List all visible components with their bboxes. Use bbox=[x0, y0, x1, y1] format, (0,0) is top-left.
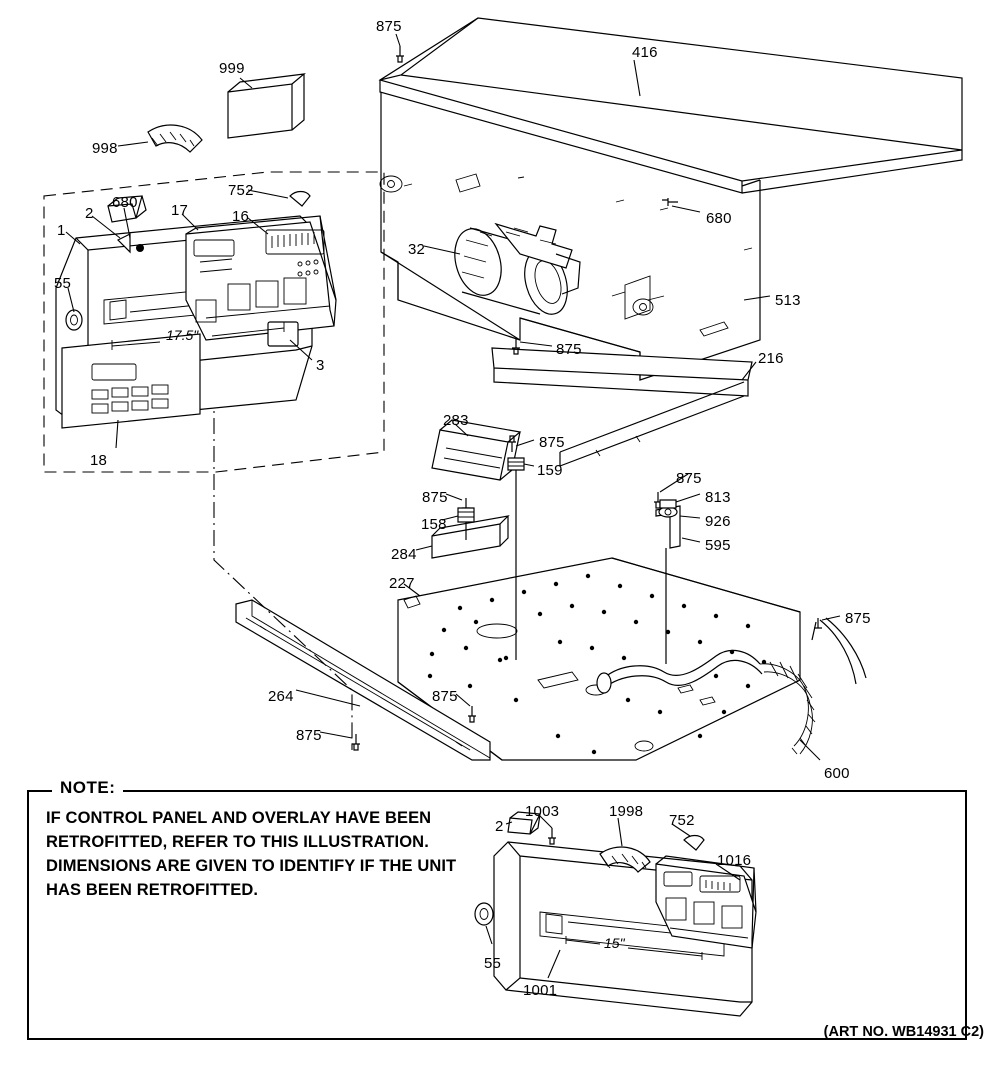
part-998-strap bbox=[148, 125, 202, 152]
callout-680-left: 680 bbox=[112, 194, 138, 211]
callout-875-f: 875 bbox=[845, 610, 871, 627]
callout-875-e: 875 bbox=[422, 489, 448, 506]
callout-32: 32 bbox=[408, 241, 426, 258]
part-416-top-panel bbox=[380, 18, 962, 193]
callout-595: 595 bbox=[705, 537, 731, 554]
callout-159: 159 bbox=[537, 462, 563, 479]
part-16-17-control-board bbox=[186, 216, 336, 346]
callout-3: 3 bbox=[316, 357, 325, 374]
callout-1016: 1016 bbox=[717, 852, 752, 869]
callout-875-d: 875 bbox=[676, 470, 702, 487]
callout-752-b: 752 bbox=[669, 812, 695, 829]
callout-999: 999 bbox=[219, 60, 245, 77]
callout-1003: 1003 bbox=[525, 803, 560, 820]
callout-680-right: 680 bbox=[706, 210, 732, 227]
callout-875-b: 875 bbox=[556, 341, 582, 358]
art-number: (ART NO. WB14931 C2) bbox=[823, 1024, 984, 1040]
callout-875: 875 bbox=[376, 18, 402, 35]
callout-416: 416 bbox=[632, 44, 658, 61]
callout-1: 1 bbox=[57, 222, 66, 239]
part-216-rail bbox=[492, 348, 752, 466]
callout-998: 998 bbox=[92, 140, 118, 157]
dim-17-5-label: 17.5" bbox=[166, 327, 199, 343]
callout-1998: 1998 bbox=[609, 803, 644, 820]
note-body: IF CONTROL PANEL AND OVERLAY HAVE BEEN RETROFITTED, REFER TO THIS ILLUSTRATION. DIMENSIONS ARE GIVEN TO IDENTIFY IF THE UNIT HAS BEEN RETROFITTED. bbox=[46, 809, 457, 899]
dim-15-label: 15" bbox=[604, 935, 625, 951]
callout-513: 513 bbox=[775, 292, 801, 309]
callout-926: 926 bbox=[705, 513, 731, 530]
callout-600: 600 bbox=[824, 765, 850, 782]
callout-813: 813 bbox=[705, 489, 731, 506]
callout-284: 284 bbox=[391, 546, 417, 563]
part-32-blower-motor bbox=[447, 223, 580, 319]
part-999-box bbox=[228, 74, 304, 138]
callout-752: 752 bbox=[228, 182, 254, 199]
callout-17: 17 bbox=[171, 202, 189, 219]
callout-2: 2 bbox=[85, 205, 94, 222]
callout-2-b: 2 bbox=[495, 818, 504, 835]
callout-216: 216 bbox=[758, 350, 784, 367]
callout-875-c: 875 bbox=[539, 434, 565, 451]
callout-16: 16 bbox=[232, 208, 250, 225]
callout-1001: 1001 bbox=[523, 982, 558, 999]
callout-264: 264 bbox=[268, 688, 294, 705]
part-283-bracket bbox=[432, 420, 520, 480]
callout-158: 158 bbox=[421, 516, 447, 533]
part-18-overlay bbox=[62, 334, 200, 428]
callout-55-b: 55 bbox=[484, 955, 502, 972]
note-title: NOTE: bbox=[52, 778, 123, 798]
callout-875-g: 875 bbox=[432, 688, 458, 705]
callout-55: 55 bbox=[54, 275, 72, 292]
callout-18: 18 bbox=[90, 452, 108, 469]
callout-875-h: 875 bbox=[296, 727, 322, 744]
callout-227: 227 bbox=[389, 575, 415, 592]
callout-283: 283 bbox=[443, 412, 469, 429]
